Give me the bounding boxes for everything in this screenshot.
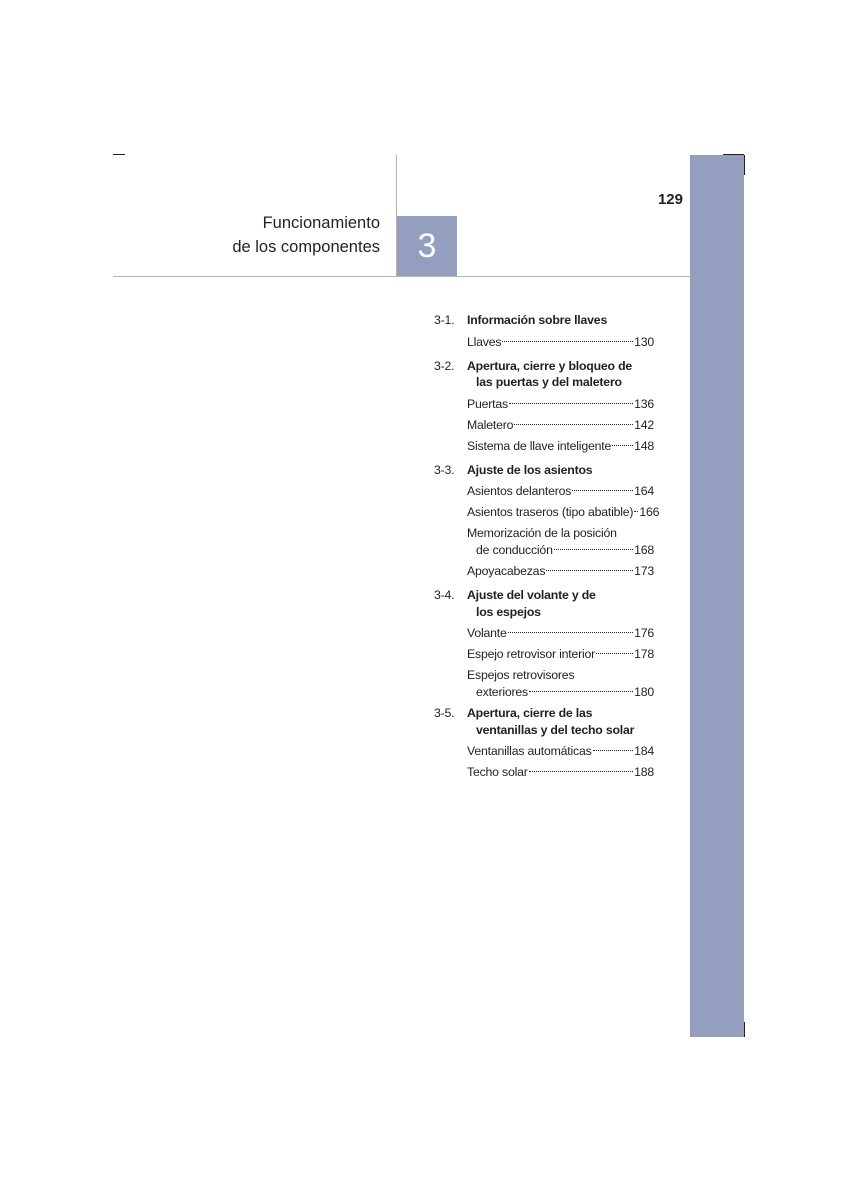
toc-section-3-2[interactable] xyxy=(434,358,654,391)
entry-label-line1: Espejos retrovisores xyxy=(467,668,575,682)
page-number: 129 xyxy=(657,191,683,208)
crop-mark-top-right-v xyxy=(744,155,745,175)
section-title: Ajuste de los asientos xyxy=(467,462,593,477)
entry-label: Puertas xyxy=(467,396,508,411)
entry-page: 166 xyxy=(639,505,660,519)
dot-leader xyxy=(509,403,633,404)
section-title-line2: las puertas y del maletero xyxy=(476,375,622,389)
entry-label: Asientos delanteros xyxy=(467,484,572,498)
toc-entry-techo-solar[interactable] xyxy=(467,762,654,783)
toc-entry-sistema-llave-inteligente[interactable] xyxy=(467,436,654,457)
entry-label-line2: de conducción xyxy=(476,542,553,557)
crop-mark-bottom-right-v xyxy=(744,1022,745,1037)
entry-page: 148 xyxy=(634,438,654,453)
entry-label-line1: Memorización de la posición xyxy=(467,526,617,540)
toc-entry-asientos-delanteros[interactable] xyxy=(467,481,654,502)
dot-leader xyxy=(593,750,633,751)
dot-leader xyxy=(508,632,633,633)
entry-label: Llaves xyxy=(467,334,502,349)
toc-entry-maletero[interactable] xyxy=(467,415,654,436)
section-number: 3-3. xyxy=(434,462,455,477)
section-title-line1: Apertura, cierre de las xyxy=(467,706,593,720)
toc-entry-llaves[interactable] xyxy=(467,332,654,353)
table-of-contents xyxy=(434,312,660,783)
entry-page: 164 xyxy=(634,484,654,498)
entry-page: 173 xyxy=(634,564,654,578)
chapter-title xyxy=(232,211,380,259)
entry-page: 168 xyxy=(634,542,654,557)
toc-section-3-4[interactable] xyxy=(434,587,654,620)
toc-section-3-5[interactable] xyxy=(434,705,654,738)
toc-entry-espejos-retrovisores-exteriores[interactable] xyxy=(467,667,654,700)
chapter-title-line1: Funcionamiento xyxy=(262,214,380,232)
section-title-line2: los espejos xyxy=(476,604,541,619)
crop-mark-top-left xyxy=(113,154,125,155)
chapter-side-tab xyxy=(690,155,744,1037)
toc-entry-ventanillas-automaticas[interactable] xyxy=(467,741,654,762)
entry-page: 130 xyxy=(634,334,654,349)
toc-entry-volante[interactable] xyxy=(467,623,654,644)
entry-page: 142 xyxy=(634,417,654,432)
entry-page: 180 xyxy=(634,684,654,699)
entry-label: Maletero xyxy=(467,417,514,432)
entry-label: Asientos traseros (tipo abatible) xyxy=(467,505,634,519)
toc-entry-apoyacabezas[interactable] xyxy=(467,561,654,582)
entry-label-line2: exteriores xyxy=(476,684,528,699)
dot-leader xyxy=(514,424,633,425)
entry-label: Apoyacabezas xyxy=(467,564,546,578)
entry-label: Techo solar xyxy=(467,765,528,779)
chapter-number-box: 3 xyxy=(397,216,457,276)
chapter-title-line2: de los componentes xyxy=(232,238,380,256)
section-title-line2: ventanillas y del techo solar xyxy=(476,722,635,737)
dot-leader xyxy=(554,549,633,550)
toc-entry-puertas[interactable] xyxy=(467,394,654,415)
section-number: 3-1. xyxy=(434,313,455,327)
section-number: 3-2. xyxy=(434,358,455,373)
toc-entry-memorizacion-posicion[interactable] xyxy=(467,525,654,558)
horizontal-rule xyxy=(113,276,691,277)
dot-leader xyxy=(612,445,633,446)
entry-page: 188 xyxy=(634,765,654,779)
dot-leader xyxy=(546,570,633,571)
toc-section-3-3[interactable] xyxy=(434,462,654,479)
toc-entry-asientos-traseros[interactable] xyxy=(467,502,660,523)
entry-label: Espejo retrovisor interior xyxy=(467,647,596,661)
dot-leader xyxy=(634,511,638,512)
section-number: 3-5. xyxy=(434,706,455,720)
dot-leader xyxy=(529,691,633,692)
entry-label: Ventanillas automáticas xyxy=(467,744,592,758)
entry-page: 178 xyxy=(634,647,654,661)
section-title-line1: Ajuste del volante y de xyxy=(467,588,596,602)
toc-section-3-1[interactable] xyxy=(434,312,654,329)
entry-page: 176 xyxy=(634,626,654,640)
entry-label: Sistema de llave inteligente xyxy=(467,438,612,453)
dot-leader xyxy=(502,341,633,342)
dot-leader xyxy=(596,653,633,654)
dot-leader xyxy=(529,771,633,772)
section-title: Información sobre llaves xyxy=(467,313,608,327)
section-title-line1: Apertura, cierre y bloqueo de xyxy=(467,358,633,373)
section-number: 3-4. xyxy=(434,588,455,602)
entry-page: 136 xyxy=(634,396,654,411)
entry-label: Volante xyxy=(467,626,507,640)
toc-entry-espejo-retrovisor-interior[interactable] xyxy=(467,644,654,665)
entry-page: 184 xyxy=(634,744,654,758)
dot-leader xyxy=(572,490,633,491)
